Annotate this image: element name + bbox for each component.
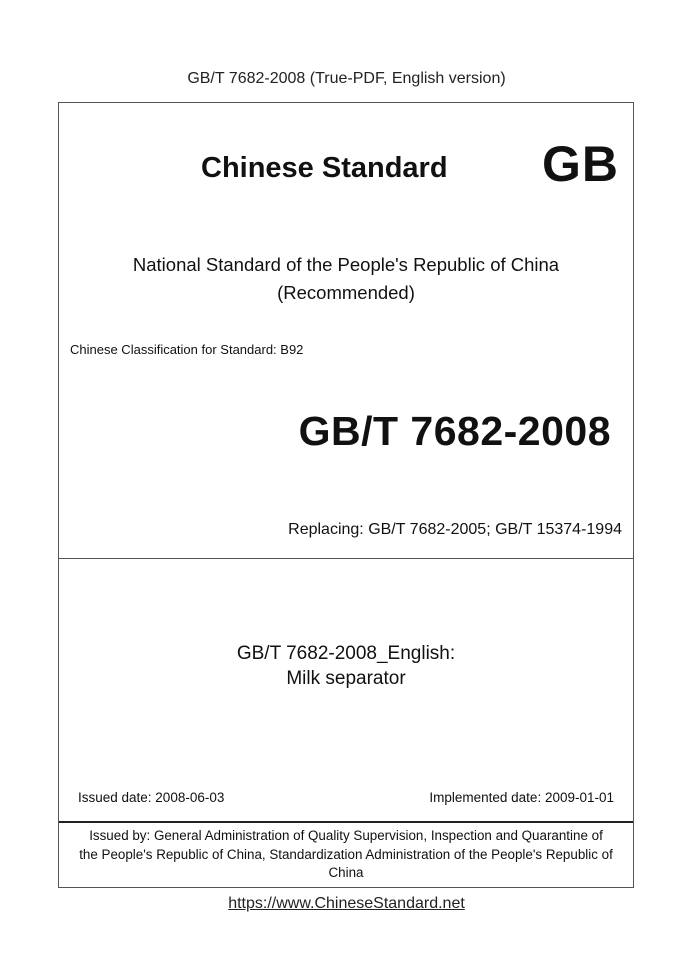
website-link[interactable]: https://www.ChineseStandard.net [228, 895, 465, 912]
classification-text: Chinese Classification for Standard: B92 [70, 342, 304, 357]
issuer-text [59, 827, 633, 883]
english-title [59, 641, 633, 691]
standard-title: Chinese Standard [201, 152, 448, 184]
cover-top-section [59, 103, 633, 558]
cover-middle-section [59, 558, 633, 822]
issuer-line-2: the People's Republic of China, Standardization Administration of the People's Republic of [79, 846, 613, 862]
national-standard-heading [59, 251, 633, 307]
document-header: GB/T 7682-2008 (True-PDF, English version) [187, 70, 506, 87]
national-line-2: (Recommended) [277, 282, 415, 303]
issuer-line-1: Issued by: General Administration of Quality Supervision, Inspection and Quarantine of [89, 828, 603, 843]
issuer-line-3: China [328, 865, 364, 880]
standard-code: GB/T 7682-2008 [298, 408, 611, 454]
english-title-line-2: Milk separator [286, 668, 406, 689]
implemented-date: Implemented date: 2009-01-01 [429, 790, 614, 805]
issuer-section [59, 821, 633, 889]
replacing-text: Replacing: GB/T 7682-2005; GB/T 15374-1994 [288, 521, 622, 538]
national-line-1: National Standard of the People's Republic of China [132, 254, 560, 275]
english-title-line-1: GB/T 7682-2008_English: [236, 643, 456, 664]
gb-logo: GB [542, 136, 619, 192]
issued-date: Issued date: 2008-06-03 [78, 790, 225, 805]
cover-frame [58, 102, 634, 888]
